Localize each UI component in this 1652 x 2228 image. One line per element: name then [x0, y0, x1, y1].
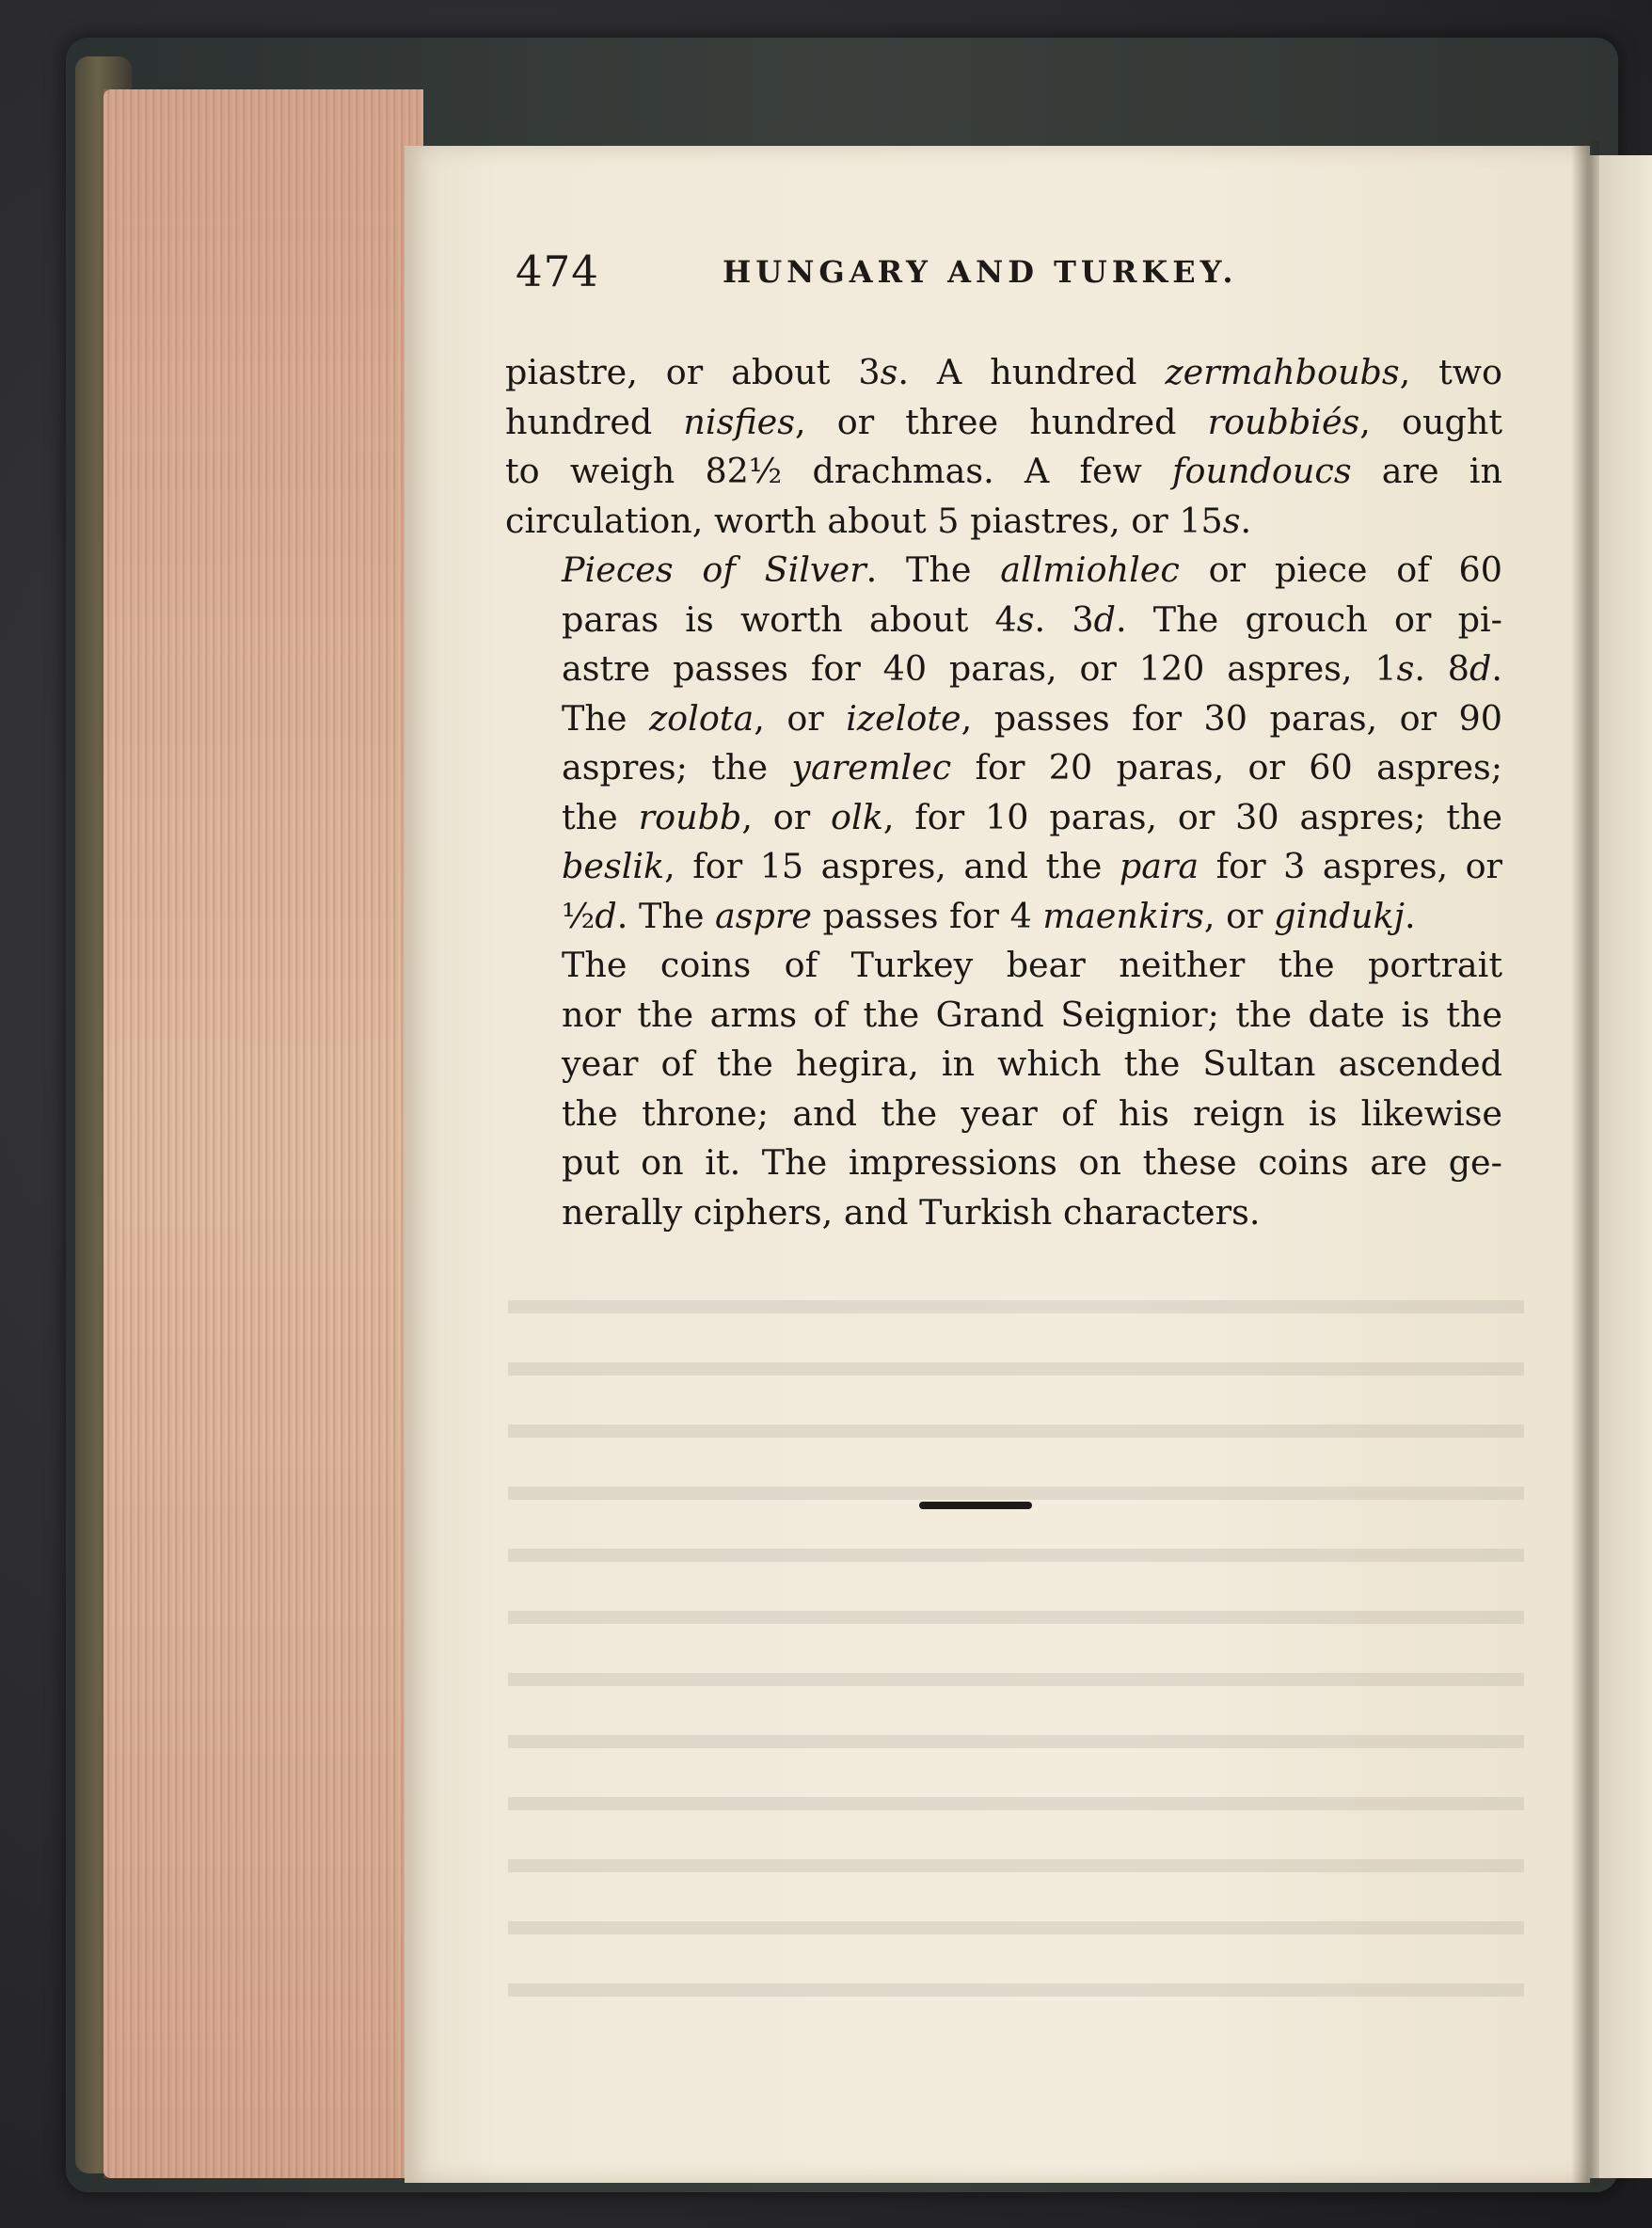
page-header [516, 247, 1494, 303]
text-line: piastre, or about 3s. A hundred zermahboubs, two [505, 352, 1502, 392]
text-line: hundred nisfies, or three hundred roubbiés, ought [505, 401, 1503, 442]
paragraph [505, 546, 1502, 941]
text-line: Pieces of Silver. The allmiohlec or piece of 60 [562, 549, 1502, 590]
page-number: 474 [516, 247, 599, 296]
text-line: paras is worth about 4s. 3d. The grouch or pi- [562, 598, 1502, 640]
italic-term: gindukj [1274, 895, 1405, 936]
italic-term: yaremlec [791, 747, 952, 788]
italic-term: s [1396, 648, 1415, 689]
italic-term: s [1016, 598, 1035, 640]
text-line: ½d. The aspre passes for 4 maenkirs, or gindukj. [562, 895, 1416, 936]
text-line: the roubb, or olk, for 10 paras, or 30 aspres; the [562, 796, 1502, 837]
text-line: astre passes for 40 paras, or 120 aspres, 1s. 8d. [562, 648, 1502, 689]
text-line: year of the hegira, in which the Sultan ascended [562, 1043, 1502, 1084]
italic-term: nisfies [683, 401, 796, 442]
italic-term: zermahboubs [1165, 352, 1400, 392]
italic-term: zolota [648, 697, 755, 739]
italic-term: foundoucs [1172, 451, 1352, 491]
paragraph [505, 348, 1502, 546]
text-line: nerally ciphers, and Turkish characters. [562, 1191, 1261, 1233]
show-through-text [508, 1251, 1524, 2013]
text-line: beslik, for 15 aspres, and the para for 3 aspres, or [562, 846, 1502, 886]
text-line: circulation, worth about 5 piastres, or 15s. [505, 500, 1252, 541]
italic-term: olk [831, 796, 883, 837]
italic-term: maenkirs [1042, 895, 1204, 936]
italic-term: beslik [562, 846, 665, 886]
page-edges [103, 89, 423, 2178]
text-line: The zolota, or izelote, passes for 30 paras, or 90 [562, 697, 1502, 739]
text-line: put on it. The impressions on these coins are ge- [562, 1142, 1502, 1183]
italic-term: allmiohlec [1000, 549, 1180, 590]
italic-term: Pieces of Silver [562, 549, 866, 590]
italic-term: izelote [846, 697, 961, 739]
text-line: to weigh 82½ drachmas. A few foundoucs are in [505, 451, 1502, 491]
page-gutter-shadow [1571, 141, 1599, 2188]
italic-term: s [880, 352, 898, 392]
section-rule [919, 1502, 1032, 1509]
italic-term: s [1222, 500, 1241, 541]
text-line: The coins of Turkey bear neither the portrait [562, 945, 1502, 985]
running-head: HUNGARY AND TURKEY. [723, 254, 1238, 290]
text-line: the throne; and the year of his reign is likewise [562, 1092, 1502, 1134]
italic-term: aspre [715, 895, 812, 936]
text-line: nor the arms of the Grand Seignior; the date is the [562, 994, 1502, 1035]
italic-term: d [595, 895, 617, 936]
paragraph [505, 941, 1502, 1237]
italic-term: d [1093, 598, 1116, 640]
body-text [505, 348, 1502, 1237]
text-line: aspres; the yaremlec for 20 paras, or 60 aspres; [562, 747, 1503, 788]
italic-term: roubbiés [1207, 401, 1360, 442]
italic-term: d [1469, 648, 1492, 689]
italic-term: roubb [638, 796, 742, 837]
italic-term: para [1119, 846, 1199, 886]
